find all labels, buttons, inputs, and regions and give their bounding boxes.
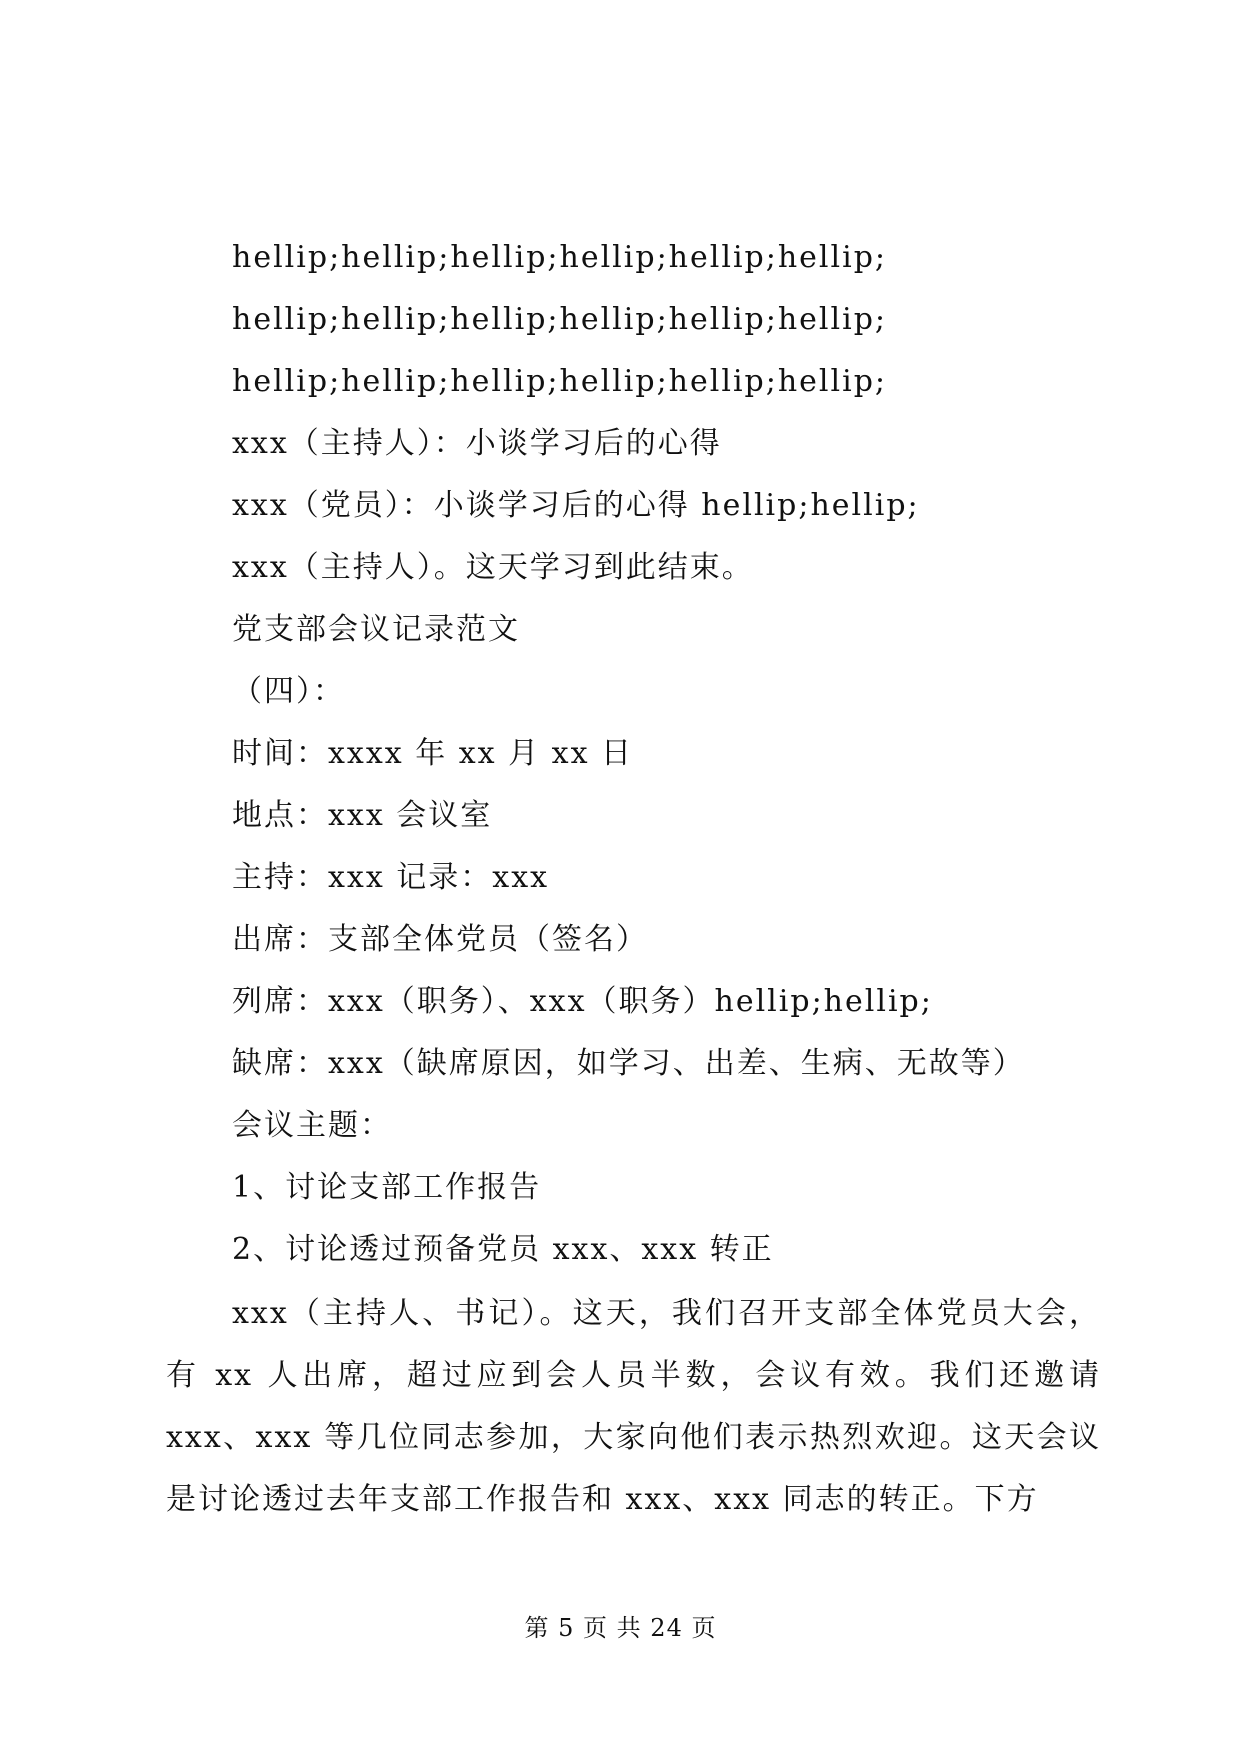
meeting-absentees: 缺席：xxx（缺席原因，如学习、出差、生病、无故等） — [232, 1046, 1025, 1081]
meeting-topics-heading: 会议主题： — [232, 1108, 392, 1143]
section-number: （四）： — [232, 674, 345, 709]
section-title: 党支部会议记录范文 — [232, 612, 520, 647]
meeting-host-recorder: 主持：xxx 记录：xxx — [232, 860, 550, 895]
text-line: xxx（主持人）。这天学习到此结束。 — [232, 550, 754, 585]
page-footer: 第 5 页 共 24 页 — [524, 1614, 717, 1642]
text-line: xxx（主持人）：小谈学习后的心得 — [232, 426, 722, 461]
text-line: hellip;hellip;hellip;hellip;hellip;hellip; — [232, 240, 888, 275]
meeting-attendees: 出席：支部全体党员（签名） — [232, 922, 648, 957]
text-line: hellip;hellip;hellip;hellip;hellip;hellip; — [232, 364, 888, 399]
meeting-location: 地点：xxx 会议室 — [232, 798, 493, 833]
meeting-observers: 列席：xxx（职务）、xxx（职务）hellip;hellip; — [232, 984, 933, 1019]
topic-item: 2、讨论透过预备党员 xxx、xxx 转正 — [232, 1232, 774, 1267]
text-line: hellip;hellip;hellip;hellip;hellip;hellip; — [232, 302, 888, 337]
text-line: xxx（党员）：小谈学习后的心得 hellip;hellip; — [232, 488, 920, 523]
meeting-time: 时间：xxxx 年 xx 月 xx 日 — [232, 736, 634, 771]
topic-item: 1、讨论支部工作报告 — [232, 1170, 542, 1205]
body-paragraph: xxx（主持人、书记）。这天，我们召开支部全体党员大会，有 xx 人出席，超过应到会人员半数，会议有效。我们还邀请 xxx、xxx 等几位同志参加，大家向他们表示热烈欢迎。这天会议是讨论透过去年支部工作报告和 xxx、xxx 同志的转正。下方 — [166, 1296, 1101, 1517]
